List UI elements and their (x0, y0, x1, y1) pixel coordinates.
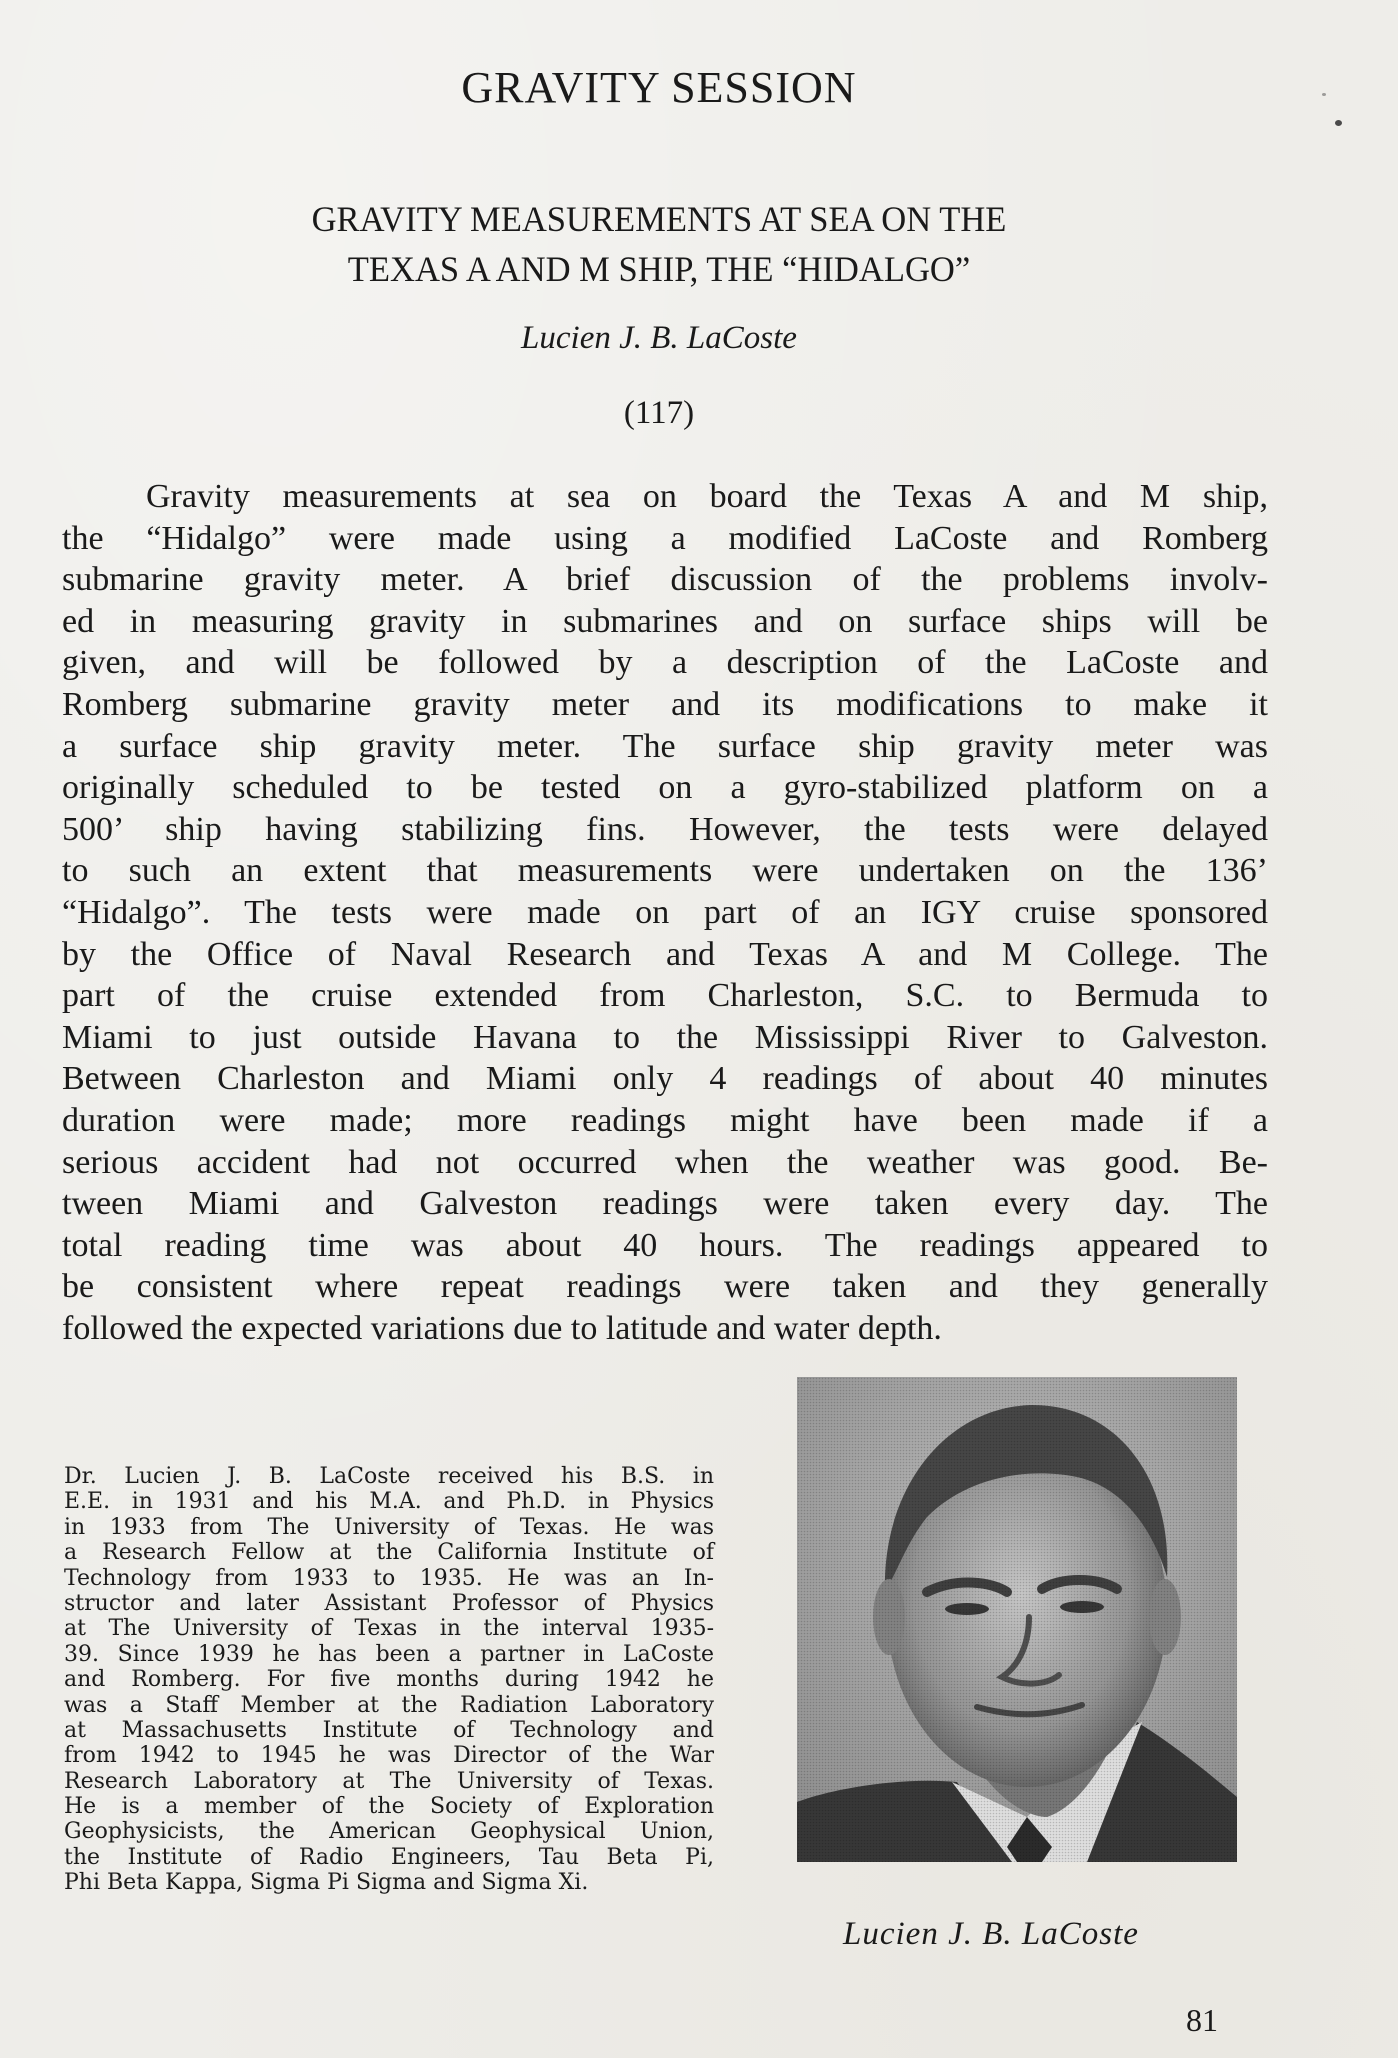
paper-speck (1322, 93, 1326, 96)
bio-line: Phi Beta Kappa, Sigma Pi Sigma and Sigma Xi. (64, 1870, 589, 1896)
abstract-line: a surface ship gravity meter. The surface ship gravity meter was (62, 727, 1268, 765)
bio-line: was a Staff Member at the Radiation Laboratory (64, 1692, 714, 1718)
abstract-line: submarine gravity meter. A brief discussion of the problems involv- (62, 561, 1268, 599)
portrait-illustration (797, 1377, 1237, 1862)
bio-line: Research Laboratory at The University of Texas. (64, 1768, 714, 1794)
bio-line: Dr. Lucien J. B. LaCoste received his B.S. in (64, 1464, 714, 1489)
abstract-line: the “Hidalgo” were made using a modified LaCoste and Romberg (62, 519, 1268, 557)
abstract-line: serious accident had not occurred when the weather was good. Be- (62, 1143, 1268, 1181)
abstract-paragraph (62, 476, 1268, 1349)
abstract-line: to such an extent that measurements were undertaken on the 136’ (62, 852, 1268, 890)
article-author: Lucien J. B. LaCoste (521, 320, 797, 356)
bio-line: a Research Fellow at the California Institute of (64, 1540, 714, 1566)
bio-line: and Romberg. For five months during 1942 he (64, 1667, 714, 1693)
abstract-line: part of the cruise extended from Charleston, S.C. to Bermuda to (62, 977, 1268, 1015)
abstract-line: given, and will be followed by a description of the LaCoste and (62, 644, 1268, 682)
page-number: 81 (1186, 2002, 1218, 2038)
bio-line: at Massachusetts Institute of Technology and (64, 1717, 714, 1743)
bio-line: He is a member of the Society of Exploration (64, 1794, 714, 1820)
abstract-line: followed the expected variations due to latitude and water depth. (62, 1309, 942, 1347)
abstract-line: Between Charleston and Miami only 4 readings of about 40 minutes (62, 1060, 1268, 1098)
photo-caption: Lucien J. B. LaCoste (843, 1916, 1139, 1952)
paper-speck (1335, 120, 1342, 126)
bio-line: E.E. in 1931 and his M.A. and Ph.D. in Physics (64, 1489, 714, 1515)
abstract-line: “Hidalgo”. The tests were made on part of an IGY cruise sponsored (62, 893, 1268, 931)
session-title: GRAVITY SESSION (461, 63, 857, 112)
author-biography (64, 1464, 714, 1896)
abstract-line: 500’ ship having stabilizing fins. However, the tests were delayed (62, 810, 1268, 848)
bio-line: Geophysicists, the American Geophysical Union, (64, 1819, 714, 1845)
article-title-line: TEXAS A AND M SHIP, THE “HIDALGO” (347, 249, 971, 289)
abstract-line: by the Office of Naval Research and Texas A and M College. The (62, 935, 1268, 973)
abstract-line: Miami to just outside Havana to the Mississippi River to Galveston. (62, 1018, 1268, 1056)
bio-line: at The University of Texas in the interval 1935- (64, 1616, 714, 1642)
abstract-line: total reading time was about 40 hours. The readings appeared to (62, 1226, 1268, 1264)
abstract-line: ed in measuring gravity in submarines and on surface ships will be (62, 602, 1268, 640)
article-title (26, 194, 1291, 294)
author-portrait-photo (797, 1377, 1237, 1862)
abstract-line: Romberg submarine gravity meter and its modifications to make it (62, 685, 1268, 723)
bio-line: in 1933 from The University of Texas. He was (64, 1514, 714, 1540)
article-title-line: GRAVITY MEASUREMENTS AT SEA ON THE (311, 199, 1007, 239)
bio-line: the Institute of Radio Engineers, Tau Beta Pi, (64, 1844, 714, 1870)
bio-line: structor and later Assistant Professor of Physics (64, 1590, 714, 1616)
bio-line: Technology from 1933 to 1935. He was an In- (64, 1565, 714, 1591)
abstract-line: Gravity measurements at sea on board the Texas A and M ship, (146, 478, 1268, 515)
bio-line: 39. Since 1939 he has been a partner in LaCoste (64, 1641, 714, 1667)
abstract-line: originally scheduled to be tested on a gyro-stabilized platform on a (62, 769, 1268, 807)
paper-number: (117) (623, 395, 695, 431)
abstract-line: be consistent where repeat readings were taken and they generally (62, 1268, 1268, 1306)
abstract-line: duration were made; more readings might have been made if a (62, 1101, 1268, 1139)
halftone-overlay (797, 1377, 1237, 1862)
abstract-line: tween Miami and Galveston readings were taken every day. The (62, 1185, 1268, 1223)
bio-line: from 1942 to 1945 he was Director of the War (64, 1743, 714, 1769)
